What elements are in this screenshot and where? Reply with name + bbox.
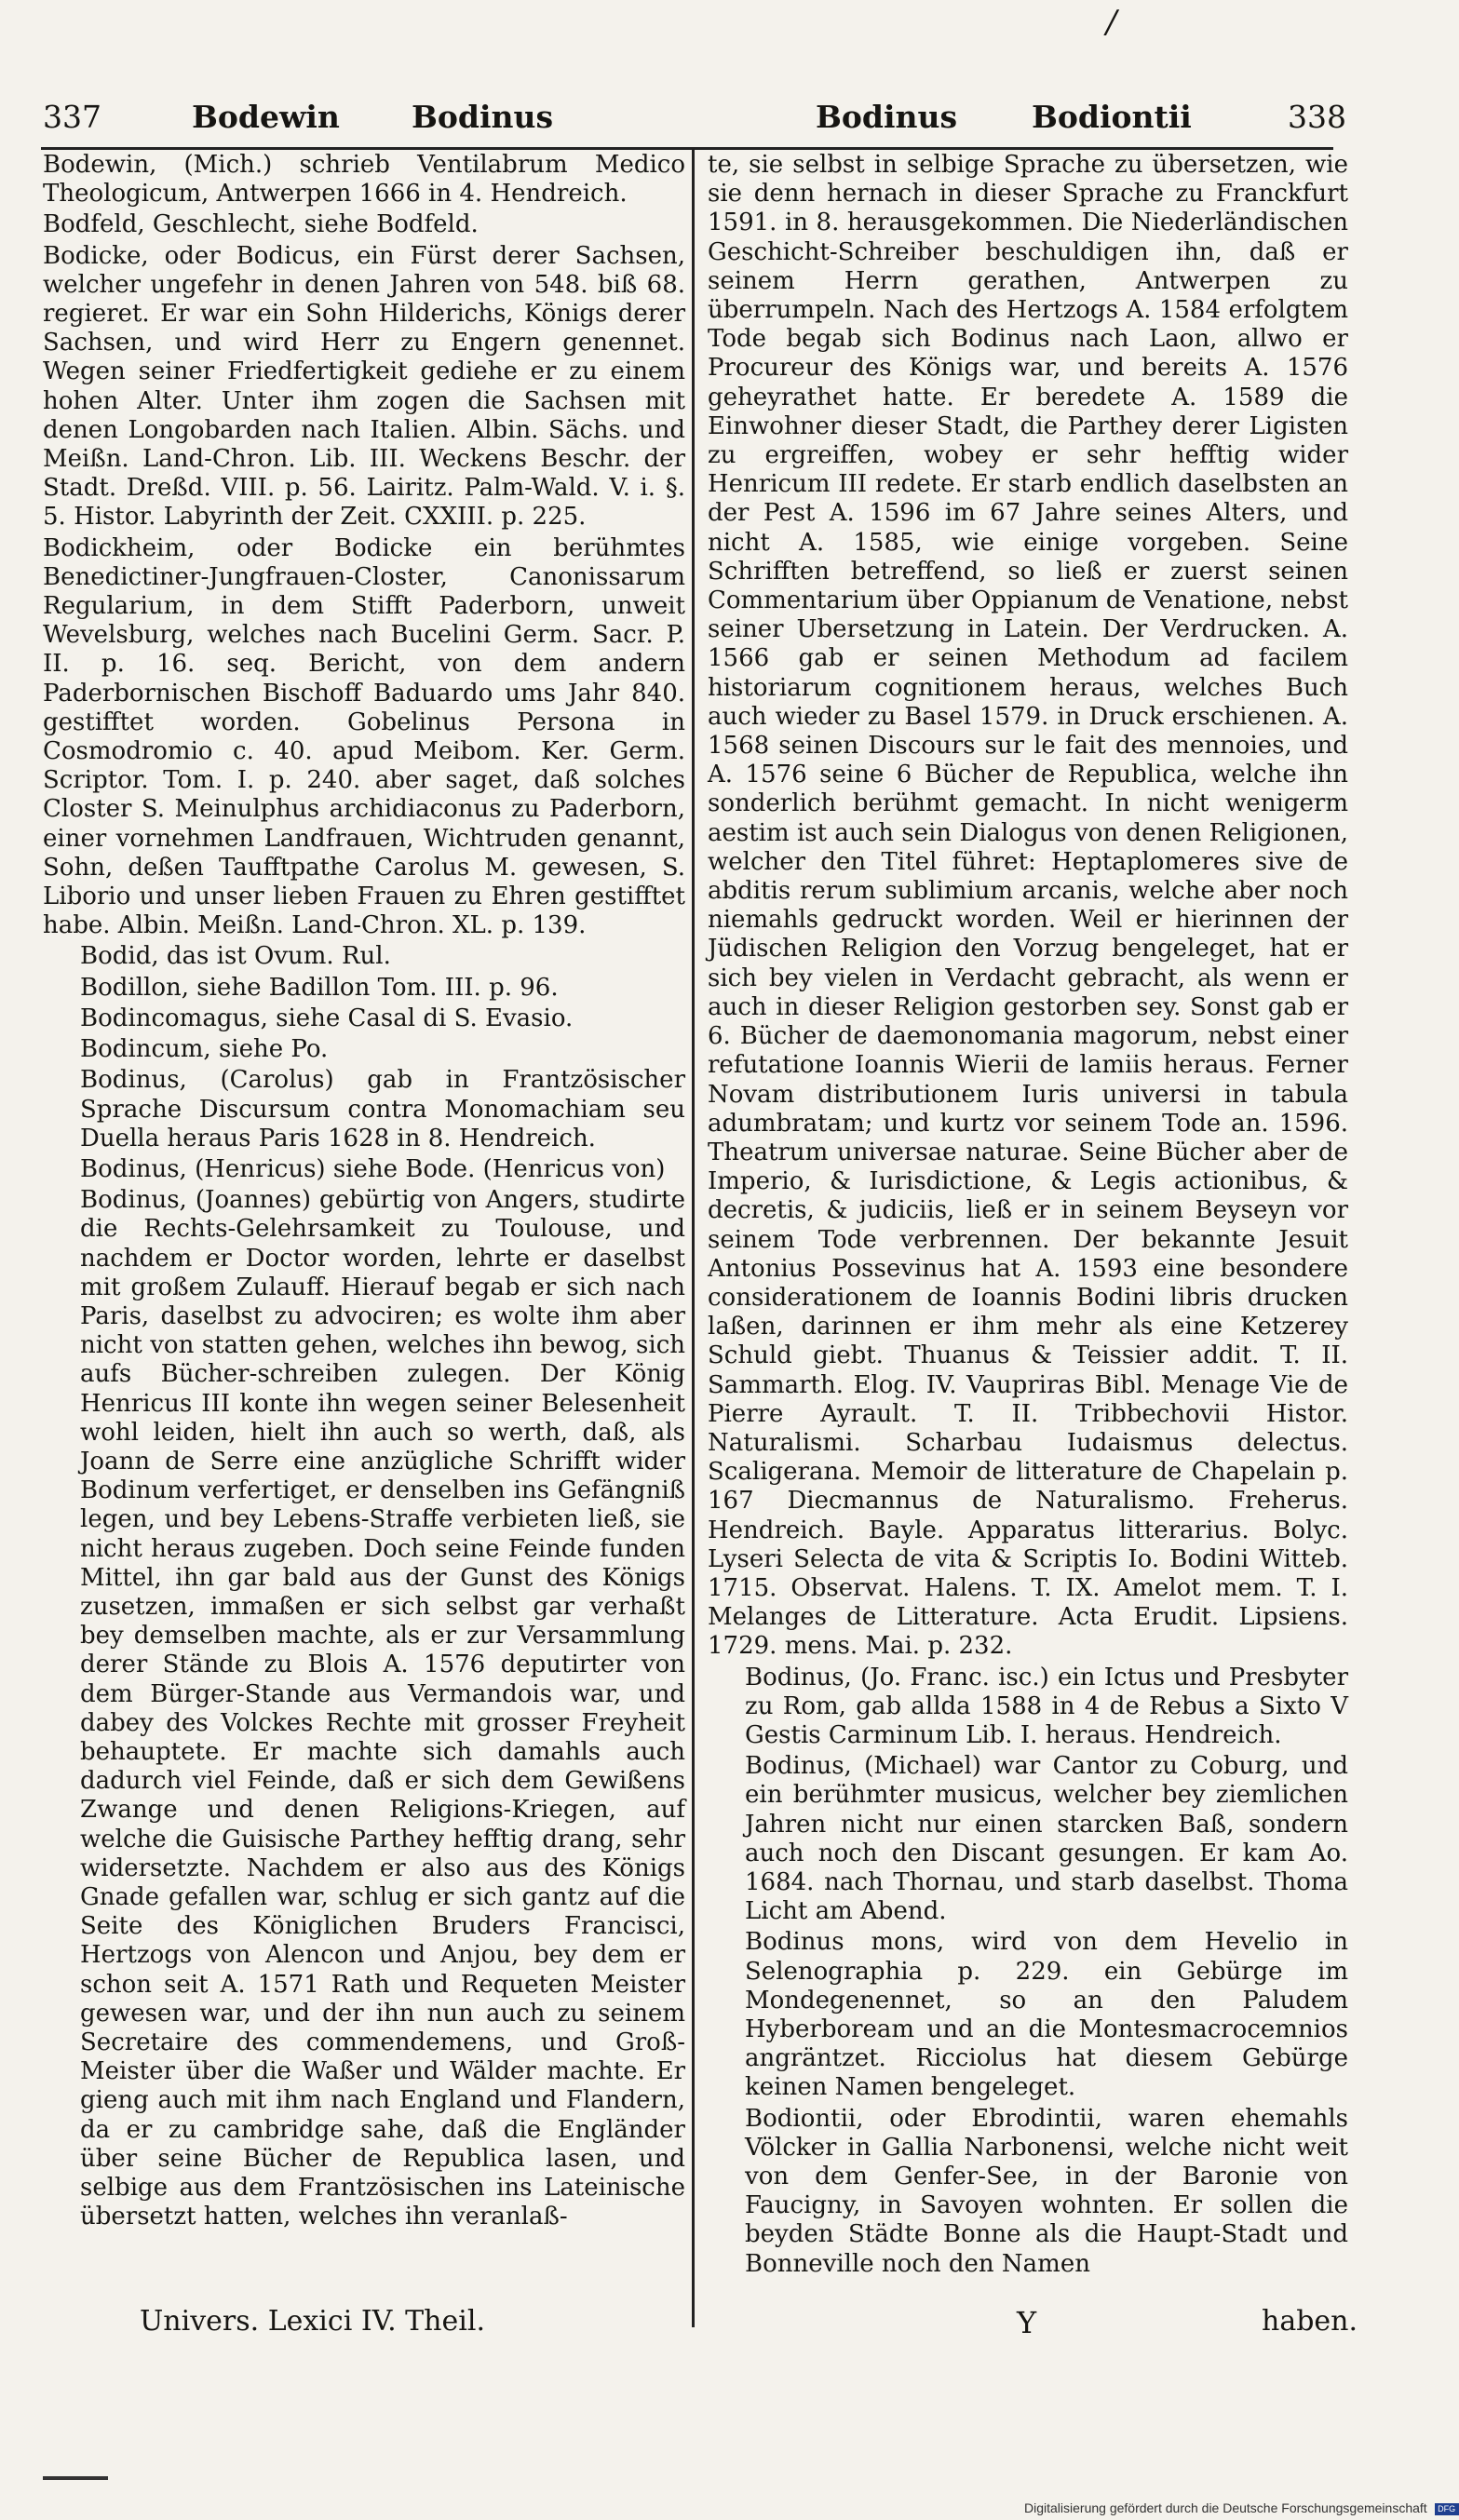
entry-bodicke: Bodicke, oder Bodicus, ein Fürst derer Sachsen, welcher ungefehr in denen Jahren von 548. biß 68. regieret. Er war ein Sohn Hilderichs, Königs derer Sachsen, und wird Herr zu Engern genennet. Wegen seiner Friedfertigkeit gediehe er zu einem hohen Alter. Unter ihm zogen die Sachsen mit denen Longobarden nach Italien. Albin. Sächs. und Meißn. Land-Chron. Lib. III. Weckens Beschr. der Stadt. Dreßd. VIII. p. 56. Lairitz. Palm-Wald. V. i. §. 5. Histor. Labyrinth der Zeit. CXXIII. p. 225. — [43, 241, 685, 532]
entry-bodinus-joannes: Bodinus, (Joannes) gebürtig von Angers, studirte die Rechts-Gelehrsamkeit zu Toulouse, und nachdem er Doctor worden, lehrte er daselbst mit großem Zulauff. Hierauf begab er sich nach Paris, daselbst zu advociren; es wolte ihm aber nicht von statten gehen, welches ihn bewog, sich aufs Bücher-schreiben zulegen. Der König Henricus III konte ihn wegen seiner Belesenheit wohl leiden, hielt ihn auch so werth, daß, als Joann de Serre eine anzügliche Schrifft wider Bodinum verfertiget, er denselben ins Gefängniß legen, und bey Lebens-Straffe verbieten ließ, sie nicht heraus zugeben. Doch seine Feinde funden Mittel, ihn gar bald aus der Gunst des Königs zusetzen, immaßen er sich selbst gar verhaßt bey demselben machte, als er zur Versammlung derer Stände zu Blois A. 1576 deputirter von dem Bürger-Stande aus Vermandois war, und dabey des Volckes Rechte mit grosser Freyheit behauptete. Er machte sich damahls auch dadurch viel Feinde, daß er sich dem Gewißens Zwange und denen Religions-Kriegen, auf welche die Guisische Parthey hefftig drang, sehr widersetzte. Nachdem er also aus des Königs Gnade gefallen war, schlug er sich gantz auf die Seite des Königlichen Bruders Francisci, Hertzogs von Alencon und Anjou, bey dem er schon seit A. 1571 Rath und Requeten Meister gewesen war, und der ihn nun auch zu seinem Secretaire des commendemens, und Groß-Meister über die Waßer und Wälder machte. Er gieng auch mit ihm nach England und Flandern, da er zu cambridge sahe, daß die Engländer über seine Bücher de Republica lasen, und selbige aus dem Frantzösischen ins Lateinische übersetzt hatten, welches ihn veranlaß- — [80, 1186, 685, 2231]
signature-mark: Y — [1017, 2305, 1037, 2340]
column-divider — [692, 147, 695, 2327]
entry-bodinus-jo-franciscus: Bodinus, (Jo. Franc. isc.) ein Ictus und Presbyter zu Rom, gab allda 1588 in 4 de Rebus a Sixto V Gestis Carminum Lib. I. heraus. Hendreich. — [745, 1663, 1348, 1749]
right-page-number: 338 — [1288, 99, 1346, 135]
right-catchword: haben. — [1262, 2305, 1358, 2338]
entry-bodillon: Bodillon, siehe Badillon Tom. III. p. 96. — [80, 973, 559, 1002]
digitization-note: Digitalisierung gefördert durch die Deutsche Forschungsgemeinschaft — [1024, 2500, 1427, 2515]
entry-bodinus-michael: Bodinus, (Michael) war Cantor zu Coburg, und ein berühmter musicus, welcher bey ziemlichen Jahren nicht nur einen starcken Baß, sondern auch noch den Discant gesungen. Er kam Ao. 1684. nach Thornau, und starb daselbst. Thoma Licht am Abend. — [745, 1752, 1348, 1926]
left-column — [43, 151, 685, 2231]
right-catchword-1: Bodinus — [816, 99, 958, 135]
entry-bodinus-mons: Bodinus mons, wird von dem Hevelio in Selenographia p. 229. ein Gebürge im Mondegenennet, so an den Paludem Hyberboream und an die Montesmacrocemnios angräntzet. Ricciolus hat diesem Gebürge keinen Namen bengeleget. — [745, 1928, 1348, 2102]
entry-bodid: Bodid, das ist Ovum. Rul. — [80, 942, 391, 971]
left-catchword-2: Bodinus — [412, 99, 554, 135]
right-column — [708, 151, 1348, 2279]
page-top-mark: / — [1106, 4, 1117, 41]
running-header — [0, 99, 1397, 145]
entry-bodewin: Bodewin, (Mich.) schrieb Ventilabrum Medico Theologicum, Antwerpen 1666 in 4. Hendreich. — [43, 151, 685, 209]
entry-bodinus-henricus: Bodinus, (Henricus) siehe Bode. (Henricus von) — [80, 1154, 666, 1183]
entry-bodiontii: Bodiontii, oder Ebrodintii, waren ehemahls Völcker in Gallia Narbonensi, welche nicht weit von dem Genfer-See, in der Baronie von Faucigny, in Savoyen wohnten. Er sollen die beyden Städte Bonne als die Haupt-Stadt und Bonneville noch den Namen — [745, 2104, 1348, 2278]
entry-bodinus-carolus: Bodinus, (Carolus) gab in Frantzösischer Sprache Discursum contra Monomachiam seu Duella heraus Paris 1628 in 8. Hendreich. — [80, 1066, 685, 1152]
entry-bodincomagus: Bodincomagus, siehe Casal di S. Evasio. — [80, 1004, 574, 1032]
digitization-credit — [1024, 2500, 1459, 2515]
entry-bodfeld: Bodfeld, Geschlecht, siehe Bodfeld. — [43, 210, 479, 239]
left-catchword-1: Bodewin — [192, 99, 340, 135]
entry-bodincum: Bodincum, siehe Po. — [80, 1035, 329, 1064]
dfg-logo: DFG — [1435, 2503, 1459, 2515]
entry-bodinus-joannes-continued: te, sie selbst in selbige Sprache zu übersetzen, wie sie denn hernach in dieser Sprache zu Franckfurt 1591. in 8. herausgekommen. Die Niederländischen Geschicht-Schreiber beschuldigen ihn, daß er seinem Herrn gerathen, Antwerpen zu überrumpeln. Nach des Hertzogs A. 1584 erfolgtem Tode begab sich Bodinus nach Laon, allwo er Procureur des Königs war, und bereits A. 1576 geheyrathet hatte. Er beredete A. 1589 die Einwohner dieser Stadt, die Parthey derer Ligisten zu ergreiffen, wobey er sehr hefftig wider Henricum III redete. Er starb endlich daselbsten an der Pest A. 1596 im 67 Jahre seines Alters, und nicht A. 1585, wie einige vorgeben. Seine Schrifften betreffend, so ließ er zuerst seinen Commentarium über Oppianum de Venatione, nebst seiner Ubersetzung in Latein. Der Verdrucken. A. 1566 gab er seinen Methodum ad facilem historiarum cognitionem heraus, welches Buch auch wieder zu Basel 1579. in Druck erschienen. A. 1568 seinen Discours sur le fait des mennoies, und A. 1576 seine 6 Bücher de Republica, welche ihn sonderlich berühmt gemacht. In nicht wenigerm aestim ist auch sein Dialogus von denen Religionen, welcher den Titel führet: Heptaplomeres sive de abditis rerum sublimium arcanis, welche aber noch niemahls gedruckt worden. Weil er hierinnen der Jüdischen Religion den Vorzug bengeleget, hat er sich bey vielen in Verdacht gebracht, als wenn er auch in dieser Religion gestorben sey. Sonst gab er 6. Bücher de daemonomania magorum, nebst einer refutatione Ioannis Wierii de lamiis heraus. Ferner Novam distributionem Iuris universi in tabula adumbratam; und kurtz vor seinem Tode an. 1596. Theatrum universae naturae. Seine Bücher aber de Imperio, & Iurisdictione, & Legis actionibus, & decretis, & judiciis, ließ er in seinem Beyseyn vor seinem Tode verbrennen. Der bekannte Jesuit Antonius Possevinus hat A. 1593 eine besondere considerationem de Ioannis Bodini libris drucken laßen, darinnen er ihm mehr als eine Ketzerey Schuld giebt. Thuanus & Teissier addit. T. II. Sammarth. Elog. IV. Vaupriras Bibl. Menage Vie de Pierre Ayrault. T. II. Tribbechovii Histor. Naturalismi. Scharbau Iudaismus delectus. Scaligerana. Memoir de litterature de Chapelain p. 167 Diecmannus de Naturalismo. Freherus. Hendreich. Bayle. Apparatus litterarius. Bolyc. Lyseri Selecta de vita & Scriptis Io. Bodini Witteb. 1715. Observat. Halens. T. IX. Amelot mem. T. I. Melanges de Litterature. Acta Erudit. Lipsiens. 1729. mens. Mai. p. 232. — [708, 151, 1348, 1661]
entry-bodickheim: Bodickheim, oder Bodicke ein berühmtes Benedictiner-Jungfrauen-Closter, Canonissarum Regularium, in dem Stifft Paderborn, unweit Wevelsburg, welches nach Bucelini Germ. Sacr. P. II. p. 16. seq. Bericht, von dem andern Paderbornischen Bischoff Baduardo ums Jahr 840. gestifftet worden. Gobelinus Persona in Cosmodromio c. 40. apud Meibom. Ker. Germ. Scriptor. Tom. I. p. 240. aber saget, daß solches Closter S. Meinulphus archidiaconus zu Paderborn, einer vornehmen Landfrauen, Wichtruden genannt, Sohn, deßen Taufftpathe Carolus M. gewesen, S. Liborio und unser lieben Frauen zu Ehren gestifftet habe. Albin. Meißn. Land-Chron. XL. p. 139. — [43, 533, 685, 940]
ink-mark — [43, 2476, 108, 2480]
left-page-number: 337 — [43, 99, 101, 135]
volume-footer: Univers. Lexici IV. Theil. — [140, 2305, 485, 2338]
right-catchword-2: Bodiontii — [1032, 99, 1192, 135]
header-rule — [41, 147, 1333, 150]
